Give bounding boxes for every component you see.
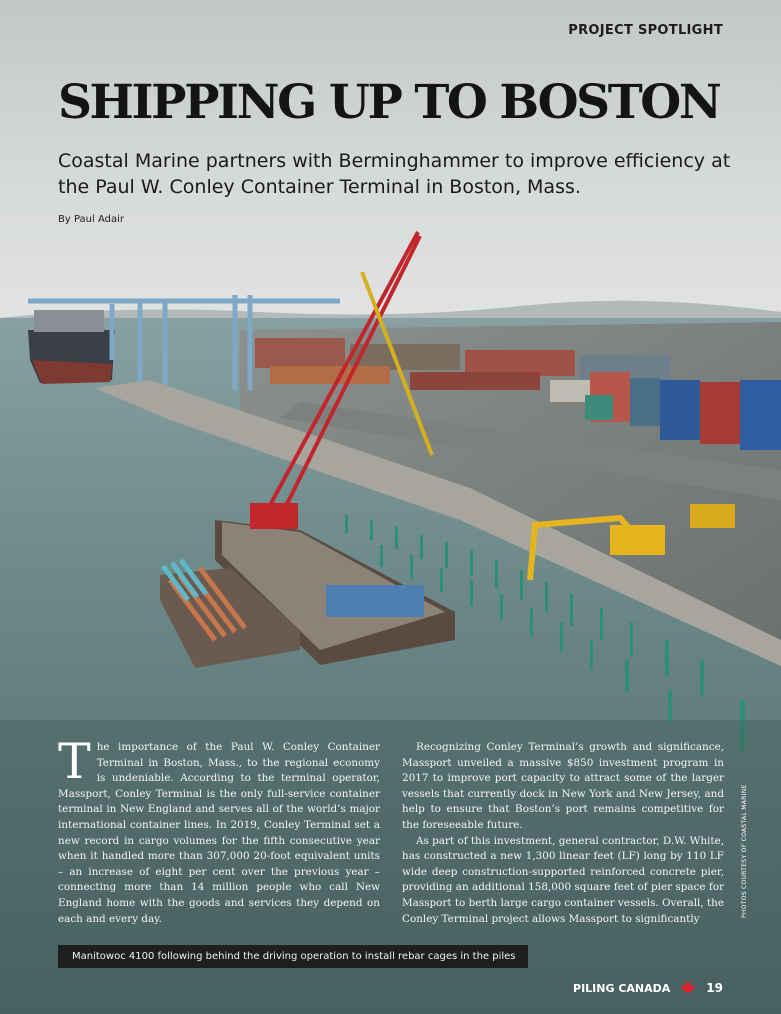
article-paragraph bbox=[58, 733, 380, 927]
section-label: PROJECT SPOTLIGHT bbox=[568, 23, 723, 38]
article-text: he importance of the Paul W. Conley Container Terminal in Boston, Mass., to the regional economy is undeniable. According to the terminal operator, Massport, Conley Terminal is the only full-service container terminal in New England and serves all of the world’s major international container lines. In 2019, Conley Terminal set a new record in cargo volumes for the fifth consecutive year when it handled more than 307,000 20-foot equivalent units – an increase of eight per cent over the previous year – connecting more than 14 million people who call New England home with the goods and services they depend on each and every day. bbox=[58, 741, 380, 925]
deck-subtitle: Coastal Marine partners with Berminghammer to improve efficiency at the Paul W. Conley Container Terminal in Boston, Mass. bbox=[58, 150, 731, 198]
article-column-right bbox=[402, 740, 724, 927]
maple-leaf-icon bbox=[680, 980, 696, 996]
photo-caption: Manitowoc 4100 following behind the driving operation to install rebar cages in the piles bbox=[58, 945, 528, 968]
drop-cap: T bbox=[58, 733, 91, 790]
article-paragraph: As part of this investment, general contractor, D.W. White, has constructed a new 1,300 linear feet (LF) long by 110 LF wide deep construction-supported reinforced concrete pier, providing an additional 158,000 square feet of pier space for Massport to berth large cargo container vessels. Overall, the Conley Terminal project allows Massport to significantly bbox=[402, 834, 724, 925]
photo-credit: PHOTOS COURTESY OF COASTAL MARINE bbox=[741, 784, 748, 918]
headline: SHIPPING UP TO BOSTON bbox=[58, 75, 720, 130]
page-footer bbox=[573, 980, 723, 996]
publication-name: PILING CANADA bbox=[573, 981, 671, 995]
article-column-left bbox=[58, 733, 380, 927]
page-number: 19 bbox=[706, 981, 723, 995]
article-paragraph: Recognizing Conley Terminal’s growth and significance, Massport unveiled a massive $850 investment program in 2017 to improve port capacity to attract some of the larger vessels that currently dock in New York and New Jersey, and help to ensure that Boston’s port remains competitive for the foreseeable future. bbox=[402, 741, 724, 831]
byline: By Paul Adair bbox=[58, 214, 124, 225]
